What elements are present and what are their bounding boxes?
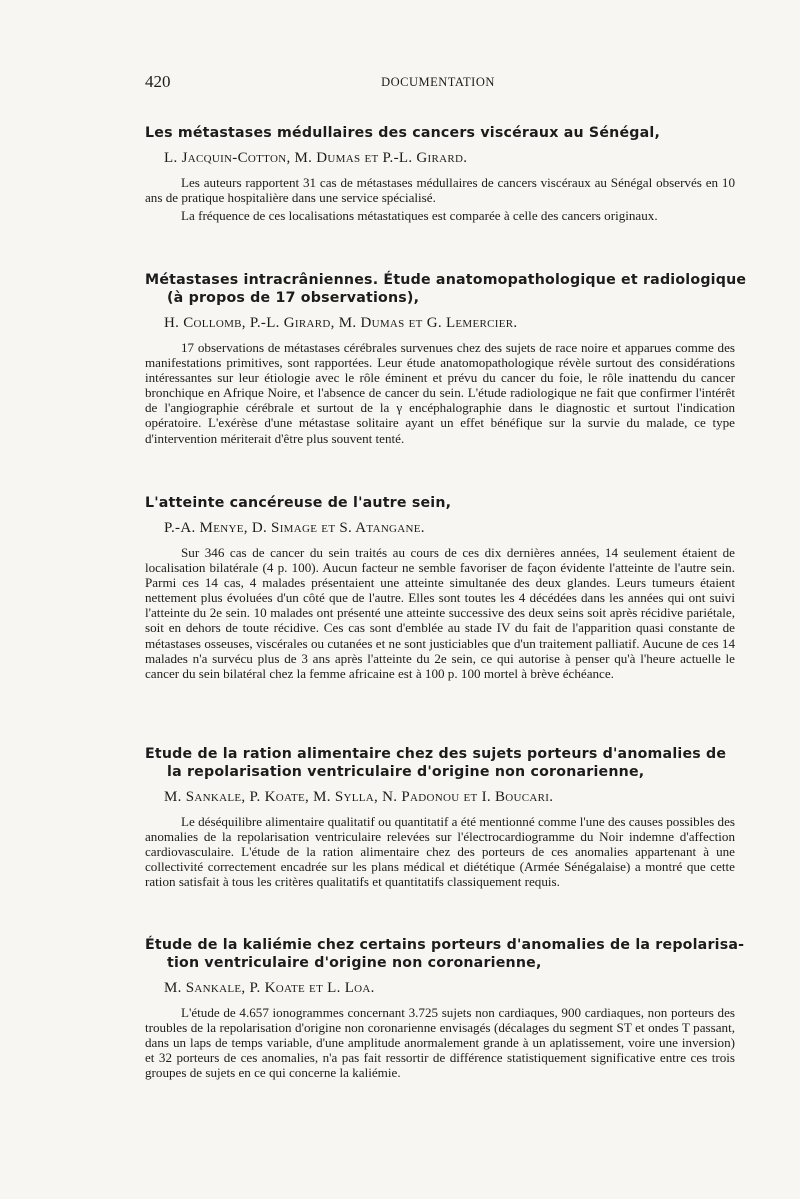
abstract-paragraph: 17 observations de métastases cérébrales survenues chez des sujets de race noire et apparues comme des manifestations primitives, sont rapportées. Leur étude anatomopathologique révèle surtout des considérations intéressantes sur leur étiologie avec le rôle éminent et prévu du cancer du foie, le rôle inattendu du cancer bronchique en Afrique Noire, et l'absence de cancer du sein. L'étude radiologique ne fait que confirmer l'intérêt de l'angiographie cérébrale et surtout de la γ encéphalographie dans le diagnostic et surtout l'indication opératoire. L'exérèse d'une métastase solitaire ayant un effet bénéfique sur la survie du malade, ce type d'intervention mériterait d'être plus souvent tenté.: [145, 340, 735, 446]
article-title-line: Étude de la kaliémie chez certains porteurs d'anomalies de la repolarisa-: [145, 937, 745, 953]
page-number: 420: [145, 72, 171, 91]
article-title: [145, 936, 745, 972]
article-2: [145, 271, 747, 449]
article-abstract: [145, 1005, 735, 1080]
article-abstract: [145, 814, 735, 889]
article-title-line: Etude de la ration alimentaire chez des sujets porteurs d'anomalies de: [145, 746, 727, 762]
article-authors: P.-A. Menye, D. Simage et S. Atangane.: [164, 520, 425, 536]
article-abstract: [145, 545, 735, 681]
article-4: [145, 745, 735, 892]
article-title: [145, 745, 735, 781]
header: [145, 72, 731, 94]
article-title: [145, 124, 735, 142]
article-authors: L. Jacquin-Cotton, M. Dumas et P.-L. Girard.: [164, 150, 468, 166]
article-abstract: [145, 175, 735, 223]
article-title: [145, 494, 735, 512]
article-abstract: [145, 340, 735, 446]
article-3: [145, 494, 735, 684]
article-authors: H. Collomb, P.-L. Girard, M. Dumas et G. Lemercier.: [164, 315, 518, 331]
article-authors: M. Sankale, P. Koate, M. Sylla, N. Padonou et I. Boucari.: [164, 789, 554, 805]
article-title-line: (à propos de 17 observations),: [167, 290, 420, 306]
running-head: DOCUMENTATION: [381, 75, 495, 89]
abstract-paragraph: Les auteurs rapportent 31 cas de métastases médullaires de cancers viscéraux au Sénégal observés en 10 ans de pratique hospitalière dans une service spécialisé.: [145, 175, 735, 206]
article-authors: M. Sankale, P. Koate et L. Loa.: [164, 980, 375, 996]
abstract-paragraph: Sur 346 cas de cancer du sein traités au cours de ces dix dernières années, 14 seulement étaient de localisation bilatérale (4 p. 100). Aucun facteur ne semble favoriser de façon évidente l'atteinte de l'autre sein. Parmi ces 14 cas, 4 malades présentaient une atteinte simultanée des deux glandes. Leurs tumeurs étaient nettement plus évoluées d'un côté que de l'autre. Elles sont toutes les 4 décédées dans les années qui ont suivi l'atteinte du 2e sein. 10 malades ont présenté une atteinte successive des deux seins soit après récidive pariétale, soit en dehors de toute récidive. Ces cas sont d'emblée au stade IV du fait de l'apparition quasi constante de métastases osseuses, viscérales ou cutanées et ne sont justiciables que d'un traitement palliatif. Aucune de ces 14 malades n'a survécu plus de 3 ans après l'atteinte du 2e sein, ce qui autorise à penser qu'à l'heure actuelle le cancer du sein bilatéral chez la femme africaine est à 100 p. 100 mortel à brève échéance.: [145, 545, 735, 681]
article-title: [145, 271, 747, 307]
article-title-line: Les métastases médullaires des cancers viscéraux au Sénégal,: [145, 125, 661, 141]
article-title-line: la repolarisation ventriculaire d'origine non coronarienne,: [167, 764, 645, 780]
article-5: [145, 936, 745, 1083]
article-title-line: Métastases intracrâniennes. Étude anatomopathologique et radiologique: [145, 272, 747, 288]
abstract-paragraph: La fréquence de ces localisations métastatiques est comparée à celle des cancers originaux.: [181, 208, 658, 224]
article-title-line: L'atteinte cancéreuse de l'autre sein,: [145, 495, 452, 511]
abstract-paragraph: L'étude de 4.657 ionogrammes concernant 3.725 sujets non cardiaques, 900 cardiaques, non porteurs des troubles de la repolarisation d'origine non coronarienne envisagés (décalages du segment ST et ondes T passant, dans un laps de temps variable, d'une amplitude anormalement grande à un aplatissement, voire une inversion) et 32 porteurs de ces anomalies, n'a pas fait ressortir de différence statistiquement significative entre ces trois groupes de sujets en ce qui concerne la kaliémie.: [145, 1005, 735, 1081]
article-1: [145, 124, 735, 226]
abstract-paragraph: Le déséquilibre alimentaire qualitatif ou quantitatif a été mentionné comme l'une des causes possibles des anomalies de la repolarisation ventriculaire relevées sur l'électrocardiogramme du Noir indemne d'affection cardiovasculaire. L'étude de la ration alimentaire chez des porteurs de ces anomalies appartenant à une collectivité correctement encadrée sur les plans médical et diététique (Armée Sénégalaise) a montré que cette ration satisfait à tous les critères qualitatifs et quantitatifs classiquement requis.: [145, 814, 735, 890]
article-title-line: tion ventriculaire d'origine non coronarienne,: [167, 955, 542, 971]
